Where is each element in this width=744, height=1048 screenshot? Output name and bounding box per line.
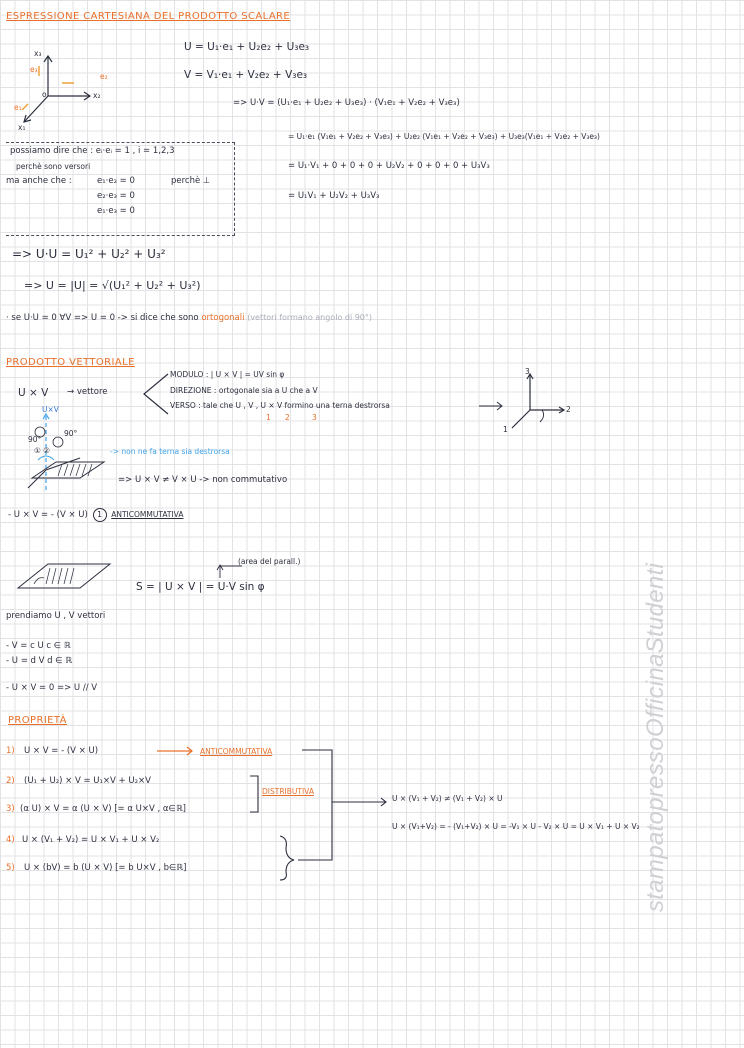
box-line-3: ma anche che : — [6, 176, 72, 186]
verso-label: VERSO : tale che — [170, 401, 234, 410]
right-axis-2: 2 — [566, 405, 571, 414]
right-hand-axes — [500, 368, 572, 434]
verso-triplet: U , V , U × V — [235, 401, 283, 410]
parallelogram-sketch — [14, 560, 114, 594]
axis-label-e3: e₃ — [30, 65, 38, 74]
area-equation: S = | U × V | = U·V sin φ — [136, 581, 265, 593]
axis-label-x2: x₂ — [93, 91, 101, 100]
parallel-case-3: - U × V = 0 => U // V — [6, 683, 98, 693]
cross-verso — [170, 402, 390, 411]
non-commutative-eq: => U × V ≠ V × U -> non commutativo — [118, 475, 288, 485]
prop-2: (U₁ + U₂) × V = U₁×V + U₂×V — [24, 776, 151, 786]
orthogonality-text: · se U·U = 0 ∀V => U = 0 -> si dice che sono — [6, 313, 199, 323]
prop-1: U × V = - (V × U) — [24, 746, 99, 756]
prendiamo-line: prendiamo U , V vettori — [6, 611, 106, 621]
orthogonal-aside: (vettori formano angolo di 90°) — [247, 313, 373, 322]
box-e2e3: e₂·e₃ = 0 — [97, 191, 135, 201]
prop-4: U × (V₁ + V₂) = U × V₁ + U × V₂ — [22, 835, 160, 845]
box-e1e3: e₁·e₃ = 0 — [97, 206, 135, 216]
verso-num-2: 2 — [285, 413, 290, 422]
right-axis-3: 3 — [525, 367, 530, 376]
orthogonal-word: ortogonali — [201, 313, 245, 323]
properties-brackets — [236, 740, 396, 882]
prop-1-label: ANTICOMMUTATIVA — [200, 747, 273, 756]
axis-label-x3: x₃ — [34, 49, 42, 58]
verso-num-1: 1 — [266, 413, 271, 422]
conclusion-1: U × (V₁ + V₂) ≠ (V₁ + V₂) × U — [392, 794, 503, 803]
section-title-properties: PROPRIETÀ — [8, 715, 67, 726]
axis-label-x1: x₁ — [18, 123, 26, 132]
section-title-cross: PRODOTTO VETTORIALE — [6, 357, 135, 368]
axis-origin: o — [42, 90, 47, 99]
anticommutative-eq — [8, 508, 183, 522]
right-axis-1: 1 — [503, 425, 508, 434]
watermark: stampatopressoOfficinaStudenti — [642, 562, 669, 912]
cross-modulo: MODULO : | U × V | = UV sin φ — [170, 370, 285, 379]
parallel-case-2: - U = d V d ∈ ℝ — [6, 656, 73, 666]
prop-3-number: 3) — [6, 804, 15, 814]
prop-2-number: 2) — [6, 776, 15, 786]
sketch-90a: 90° — [28, 435, 42, 444]
axis-label-e1: e₁ — [14, 103, 22, 112]
eq-u-dot-u: => U·U = U₁² + U₂² + U₃² — [12, 247, 166, 261]
eq-expansion-3: = U₁V₁ + U₂V₂ + U₃V₃ — [288, 191, 380, 201]
prop-1-arrow — [156, 745, 196, 757]
section-title-scalar: ESPRESSIONE CARTESIANA DEL PRODOTTO SCALARE — [6, 11, 291, 22]
verso-terna: formino una terna destrorsa — [284, 401, 390, 410]
cross-uxv: U × V — [18, 387, 49, 399]
anticomm-label: ANTICOMMUTATIVA — [111, 510, 184, 519]
anticomm-number: 1 — [93, 508, 107, 522]
eq-u-components: U = U₁·e₁ + U₂e₂ + U₃e₃ — [184, 41, 310, 53]
conclusion-2: U × (V₁+V₂) = - (V₁+V₂) × U = -V₁ × U - V₂ × U = U × V₁ + U × V₂ — [392, 822, 640, 831]
sketch-numbers: ① ② — [34, 446, 50, 455]
eq-scalar-product: => U·V = (U₁·e₁ + U₂e₂ + U₃e₃) · (V₁e₁ + V₂e₂ + V₃e₃) — [233, 98, 460, 108]
box-line-1: possiamo dire che : eᵢ·eᵢ = 1 , i = 1,2,3 — [10, 146, 175, 156]
box-e1e2: e₁·e₂ = 0 — [97, 176, 135, 186]
prop-3: (α U) × V = α (U × V) [= α U×V , α∈ℝ] — [20, 804, 186, 814]
orthogonality-note — [6, 313, 372, 324]
area-note: (area del parall.) — [238, 557, 301, 566]
parallel-case-1: - V = c U c ∈ ℝ — [6, 641, 71, 651]
box-line-2: perchè sono versori — [16, 162, 91, 171]
sketch-uxv-label: U×V — [42, 405, 59, 414]
verso-num-3: 3 — [312, 413, 317, 422]
terna-note: -> non ne fa terna sia destrorsa — [110, 447, 230, 456]
box-perpendicular: perchè ⊥ — [171, 176, 211, 186]
prop-5-number: 5) — [6, 863, 15, 873]
prop-1-number: 1) — [6, 746, 15, 756]
distributive-label: DISTRIBUTIVA — [262, 787, 314, 796]
sketch-90b: 90° — [64, 429, 78, 438]
eq-norm-u: => U = |U| = √(U₁² + U₂² + U₃²) — [24, 279, 201, 292]
eq-v-components: V = V₁·e₁ + V₂e₂ + V₃e₃ — [184, 69, 308, 81]
anticomm-formula: - U × V = - (V × U) — [8, 510, 88, 520]
brace-left — [140, 372, 170, 416]
prop-5: U × (bV) = b (U × V) [= b U×V , b∈ℝ] — [24, 863, 187, 873]
cross-product-sketch — [18, 404, 114, 500]
axis-label-e2: e₂ — [100, 72, 108, 81]
cross-to-vector: → vettore — [67, 387, 108, 397]
eq-expansion-2: = U₁·V₁ + 0 + 0 + 0 + U₂V₂ + 0 + 0 + 0 + U₃V₃ — [288, 161, 490, 171]
eq-expansion-1: = U₁·e₁ (V₁e₁ + V₂e₂ + V₃e₃) + U₂e₂ (V₁e₁ + V₂e₂ + V₃e₃) + U₃e₃(V₁e₁ + V₂e₂ + V₃e₃) — [288, 132, 600, 141]
prop-4-number: 4) — [6, 835, 15, 845]
cross-direzione: DIREZIONE : ortogonale sia a U che a V — [170, 386, 318, 395]
